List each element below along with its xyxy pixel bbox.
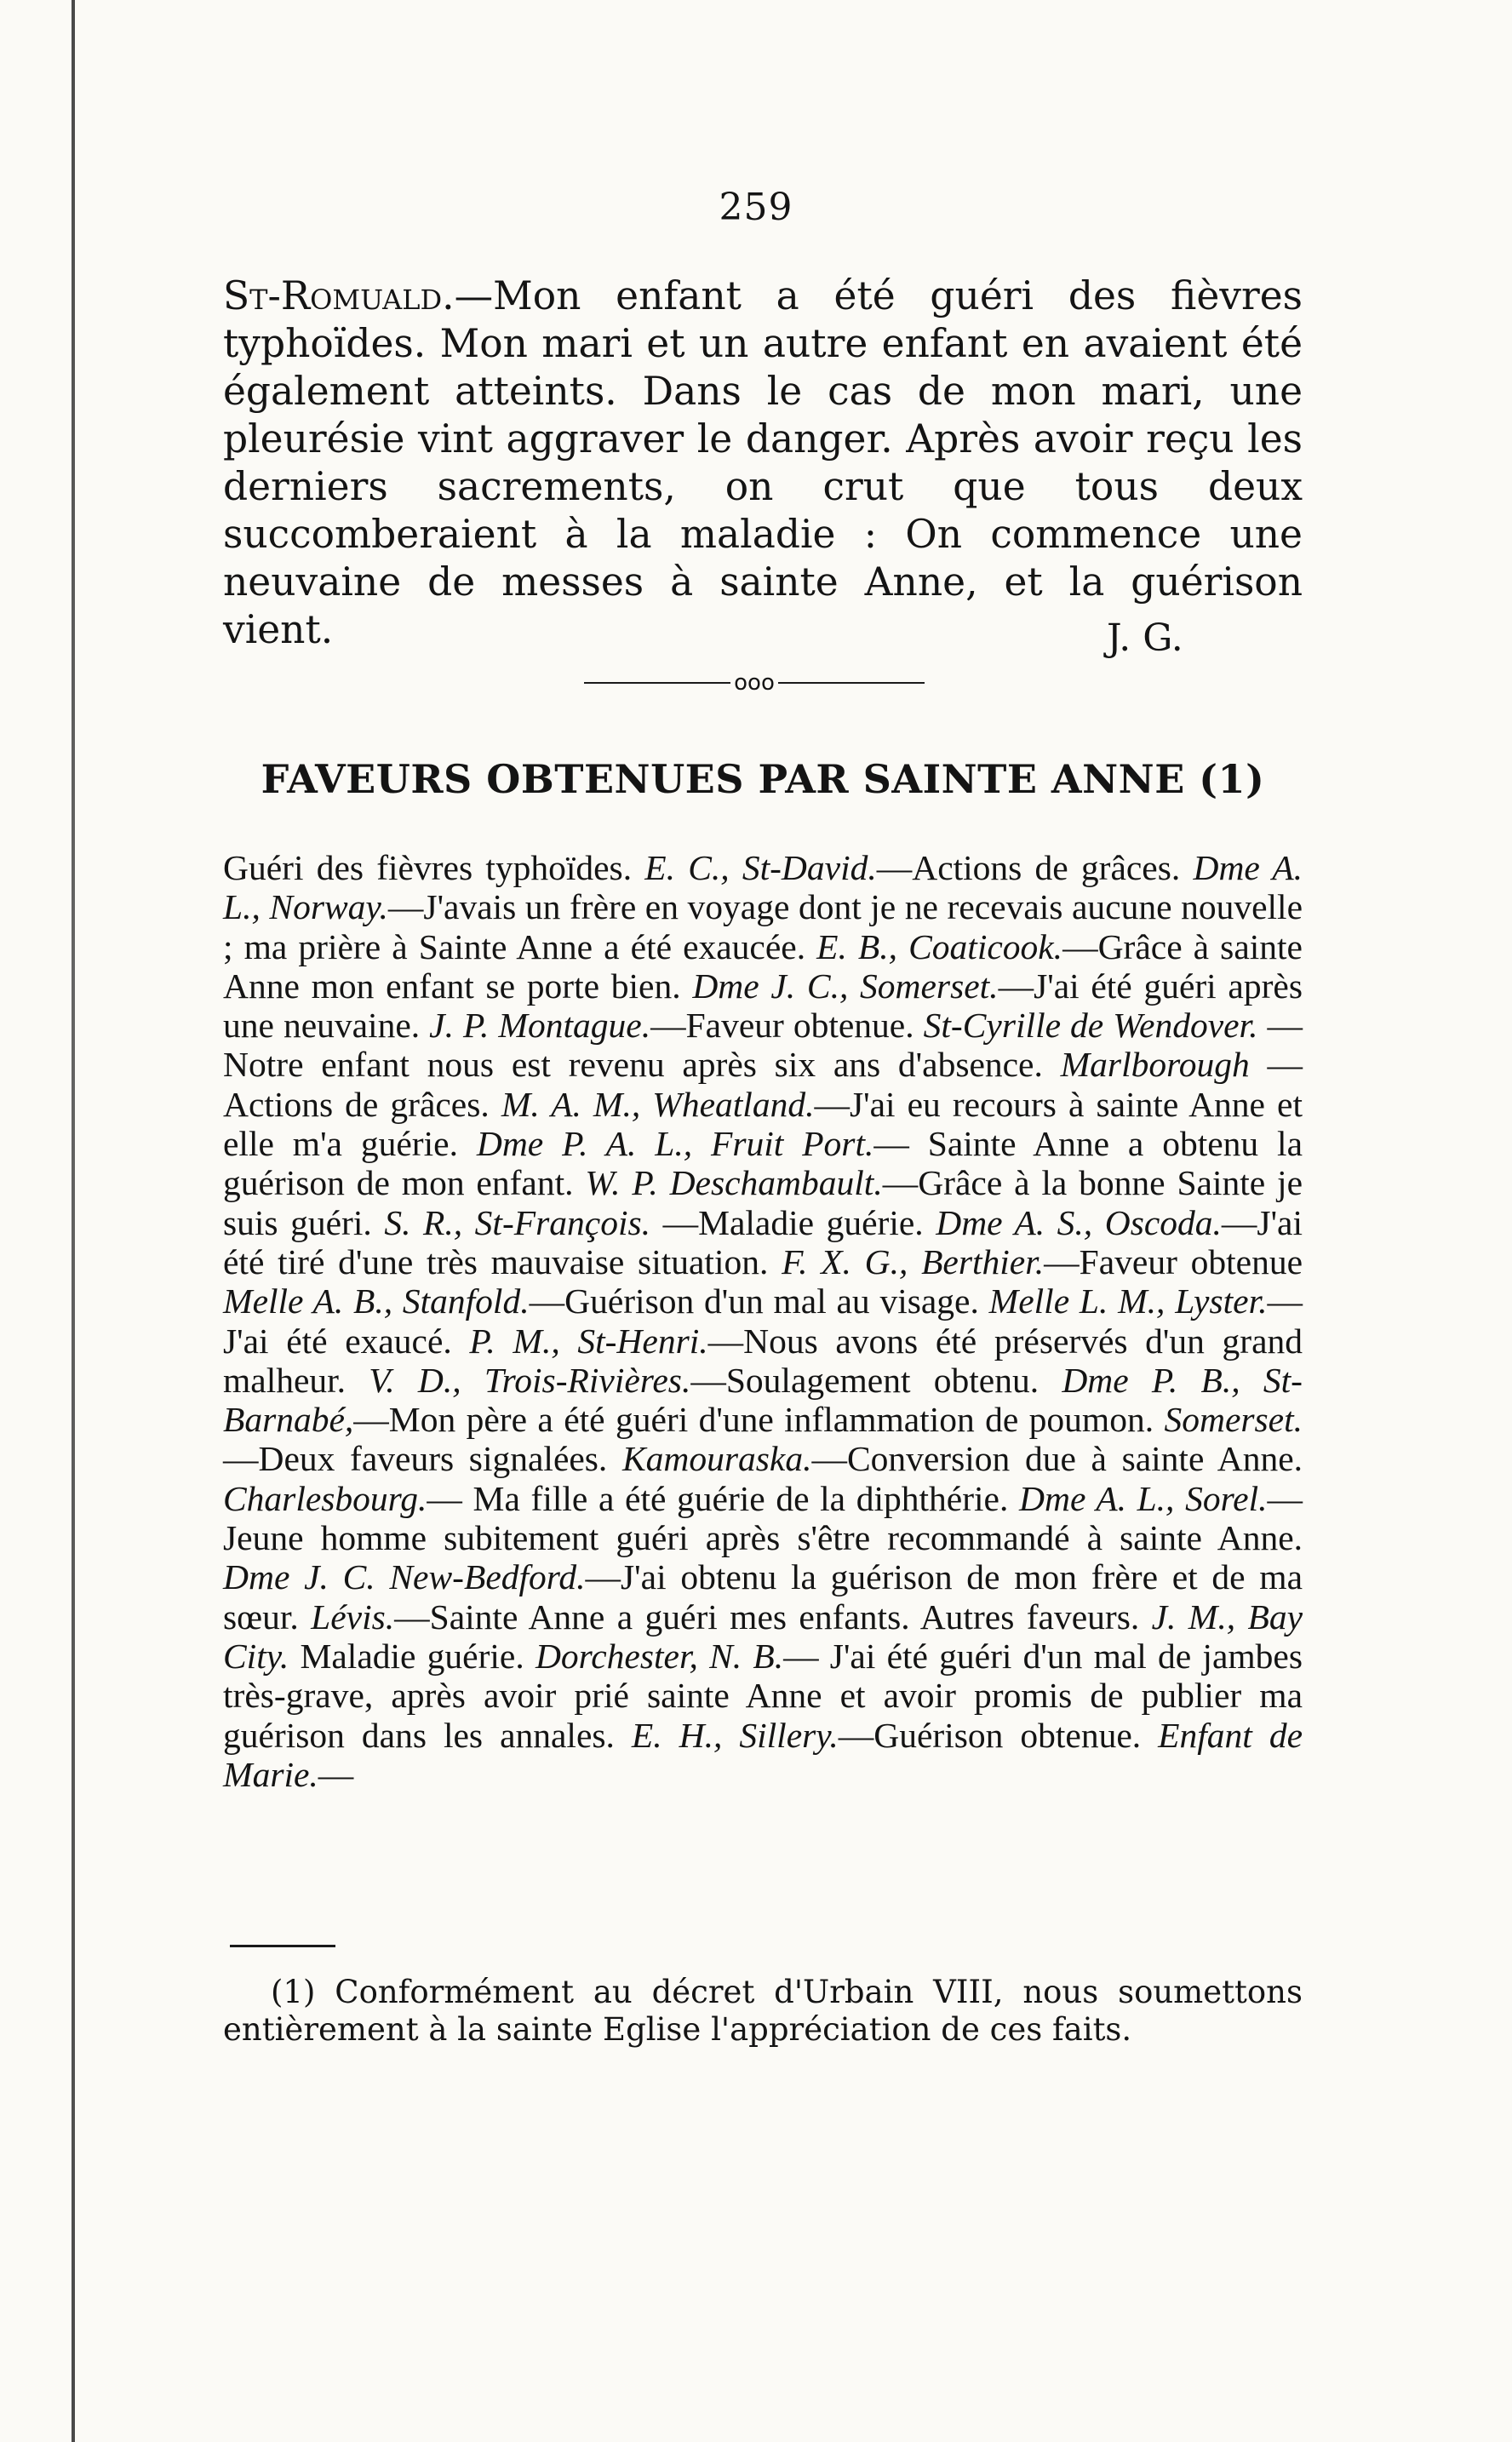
favour-text: — J'ai été guéri d'un mal de jambes très-grave, après avoir prié sainte Anne et avoir promis de publier ma guérison dans les annales.: [223, 1636, 1303, 1755]
favour-text: —Grâce à la bonne Sainte je suis guéri.: [223, 1163, 1303, 1242]
favour-source: P. M., St-Henri.: [469, 1321, 708, 1361]
favour-text: —Guérison d'un mal au visage.: [529, 1281, 989, 1321]
favour-source: Dme A. L., Sorel.: [1019, 1478, 1268, 1518]
favour-text: Guéri des fièvres typhoïdes.: [223, 848, 645, 887]
favour-source: W. P. Deschambault.: [585, 1163, 883, 1203]
favour-source: E. B., Coaticook.: [816, 926, 1063, 966]
favour-source: V. D., Trois-Rivières.: [369, 1360, 691, 1400]
favour-source: Dme J. C. New-Bedford.: [223, 1557, 586, 1597]
favour-source: Dme A. L., Norway.: [223, 848, 1303, 927]
favour-source: Dorchester, N. B.: [535, 1636, 784, 1676]
favour-text: —J'ai été guéri après une neuvaine.: [223, 966, 1303, 1046]
favour-text: —J'ai été exaucé.: [223, 1281, 1303, 1361]
favour-text: — Ma fille a été guérie de la diphthérie.: [427, 1478, 1019, 1518]
favour-text: —Maladie guérie.: [650, 1202, 936, 1242]
favour-source: Dme P. A. L., Fruit Port.: [476, 1124, 874, 1164]
page-number: 259: [719, 186, 793, 229]
favour-text: —Actions de grâces.: [876, 848, 1194, 887]
favour-source: Melle A. B., Stanfold.: [223, 1281, 530, 1321]
favour-text: —Deux faveurs signalées.: [223, 1439, 622, 1479]
favour-source: Melle L. M., Lyster.: [988, 1281, 1268, 1321]
divider-ornament: ooo: [734, 670, 775, 696]
article-place: St-Romuald.: [223, 273, 455, 318]
favours-paragraph: [223, 848, 1303, 1794]
favour-text: —Notre enfant nous est revenu après six ans d'absence.: [223, 1006, 1303, 1085]
favour-text: —Faveur obtenue.: [650, 1006, 924, 1046]
favour-text: —J'ai obtenu la guérison de mon frère et de ma sœur.: [223, 1557, 1303, 1637]
favour-source: E. C., St-David.: [644, 848, 877, 887]
favour-text: —Mon père a été guéri d'une inflammation de poumon.: [353, 1400, 1165, 1440]
article-signature: J. G.: [1107, 616, 1183, 660]
favour-text: —Actions de grâces.: [223, 1045, 1303, 1124]
favour-text: —Grâce à sainte Anne mon enfant se porte bien.: [223, 926, 1303, 1006]
favour-source: J. M., Bay City.: [223, 1596, 1303, 1676]
favour-text: —J'ai été tiré d'une très mauvaise situation.: [223, 1202, 1303, 1281]
favour-text: —Sainte Anne a guéri mes enfants. Autres faveurs.: [394, 1596, 1152, 1637]
divider-line-left: [584, 682, 730, 684]
favour-text: —Soulagement obtenu.: [690, 1360, 1062, 1400]
favour-source: Kamouraska.: [621, 1439, 812, 1479]
article-paragraph: [223, 272, 1303, 654]
section-divider: [584, 662, 925, 703]
footnote: (1) Conformément au décret d'Urbain VIII, nous soumettons entièrement à la sainte Eglise l'appréciation de ces faits.: [223, 1974, 1303, 2048]
favour-text: —J'avais un frère en voyage dont je ne recevais aucune nouvelle ; ma prière à Sainte Anne a été exaucée.: [223, 887, 1303, 966]
favour-source: St-Cyrille de Wendover.: [923, 1006, 1258, 1046]
section-heading: FAVEURS OBTENUES PAR SAINTE ANNE (1): [261, 756, 1265, 802]
favour-source: J. P. Montague.: [429, 1006, 651, 1046]
favour-source: Somerset.: [1164, 1400, 1303, 1440]
favour-source: E. H., Sillery.: [631, 1715, 839, 1755]
favour-source: Enfant de Marie.: [223, 1715, 1303, 1794]
favour-source: Dme J. C., Somerset.: [692, 966, 999, 1006]
favour-source: S. R., St-François.: [384, 1202, 651, 1242]
favour-text: —Conversion due à sainte Anne.: [811, 1439, 1303, 1479]
favour-text: — Sainte Anne a obtenu la guérison de mon enfant.: [223, 1124, 1303, 1203]
favour-text: —Faveur obtenue: [1044, 1241, 1303, 1281]
footnote-rule: [230, 1945, 335, 1947]
favour-source: Dme A. S., Oscoda.: [936, 1202, 1222, 1242]
favour-source: Marlborough: [1060, 1045, 1250, 1085]
favour-text: —Jeune homme subitement guéri après s'être recommandé à sainte Anne.: [223, 1478, 1303, 1558]
favour-source: Charlesbourg.: [223, 1478, 427, 1518]
favour-text: —: [318, 1754, 354, 1794]
favour-text: —Guérison obtenue.: [838, 1715, 1159, 1755]
favour-source: M. A. M., Wheatland.: [501, 1084, 815, 1124]
favour-text: —Nous avons été préservés d'un grand malheur.: [223, 1321, 1303, 1400]
favour-source: Dme P. B., St-Barnabé,: [223, 1360, 1303, 1440]
favour-text: —J'ai eu recours à sainte Anne et elle m'a guérie.: [223, 1084, 1303, 1164]
favour-text: Maladie guérie.: [289, 1636, 536, 1676]
divider-line-right: [778, 682, 925, 684]
favour-source: Lévis.: [311, 1596, 395, 1637]
article-text: —Mon enfant a été guéri des fièvres typhoïdes. Mon mari et un autre enfant en avaient été également atteints. Dans le cas de mon mari, une pleurésie vint aggraver le danger. Après avoir reçu les derniers sacrements, on crut que tous deux succomberaient à la maladie : On commence une neuvaine de messes à sainte Anne, et la guérison vient.: [223, 273, 1303, 652]
favour-source: F. X. G., Berthier.: [782, 1241, 1045, 1281]
